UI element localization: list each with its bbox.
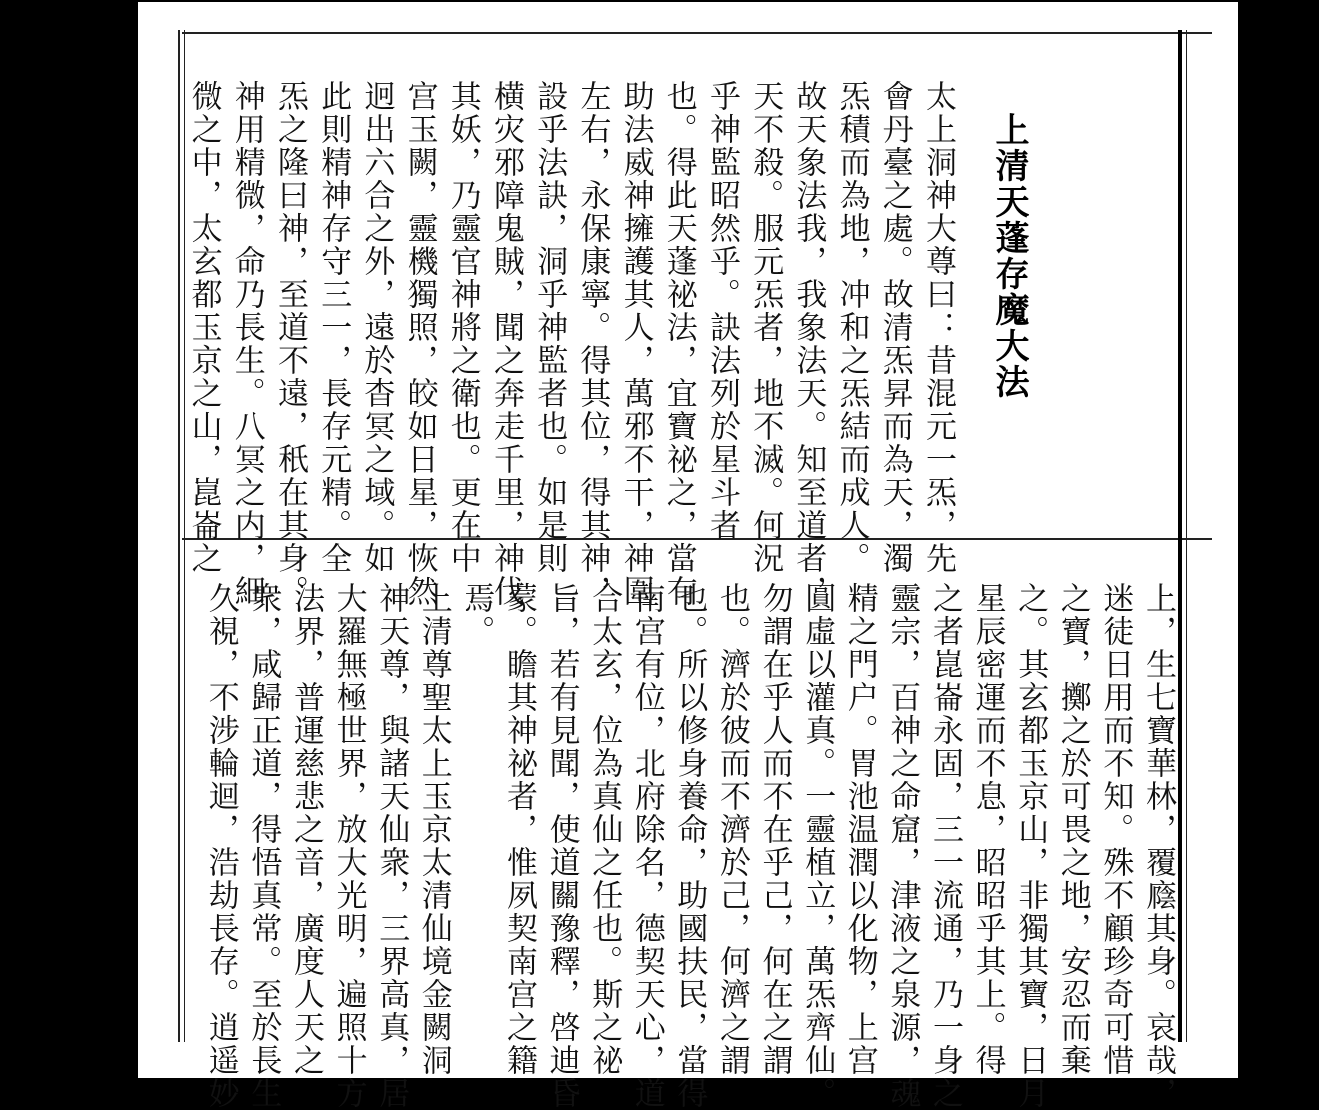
text-column: 迥出六合之外，遠於杳冥之域。如	[358, 80, 395, 575]
text-column: 上，生七寶華林，覆廕其身。哀哉，	[1140, 582, 1176, 1110]
text-column: 之。其玄都玉京山，非獨其寶，日月	[1012, 582, 1049, 1110]
text-column: 此則精神存守三一，長存元精。全	[315, 80, 352, 575]
text-column: 法界，普運慈悲之音，廣度人天之	[288, 582, 324, 1077]
text-column: 勿謂在乎人而不在乎己，何在之謂	[756, 582, 793, 1077]
right-border-inner	[1186, 30, 1187, 1042]
text-column: 星辰密運而不息，昭昭乎其上。得	[969, 582, 1006, 1077]
text-column: 設乎法訣，洞乎神監者也。如是則	[531, 80, 568, 575]
text-column: 其妖，乃靈官神將之衛也。更在中	[444, 80, 481, 575]
text-column: 乎神監昭然乎。訣法列於星斗者	[704, 80, 740, 542]
left-border	[178, 30, 180, 1042]
text-column: 微之中，太玄都玉京之山，崑崙之	[185, 80, 222, 575]
text-column: 炁之隆曰神，至道不遠，秖在其身。	[272, 80, 308, 608]
text-column: 神用精微，命乃長生。八冥之内，細	[228, 80, 265, 608]
text-column: 炁積而為地，冲和之炁結而成人。	[833, 80, 870, 575]
text-column: 也。濟於彼而不濟於己，何濟之謂	[714, 582, 750, 1077]
text-column: 上清尊聖太上玉京太清仙境金闕洞	[415, 582, 452, 1077]
text-column: 横灾邪障鬼賊，聞之奔走千里，神伐	[488, 80, 524, 608]
document-title: 上清天蓬存魔大法	[989, 112, 1029, 400]
text-column: 之寶，擲之於可畏之地，安忍而棄	[1054, 582, 1091, 1077]
text-column: 南宫有位，北府除名，德契天心，道	[628, 582, 665, 1110]
text-column: 助法威神擁護其人，萬邪不干，神圍	[617, 80, 654, 608]
text-column: 宫玉闕，靈機獨照，皎如日星，恢然	[401, 80, 438, 608]
text-column: 旨，若有見聞，使道關豫釋，啓迪昏	[543, 582, 580, 1110]
text-column: 衆，咸歸正道，得悟真常。至於長生	[245, 582, 282, 1110]
right-border	[1178, 30, 1182, 1042]
text-column: 迷徒日用而不知。殊不顧珍奇可惜	[1097, 582, 1134, 1077]
text-column: 也。得此天蓬祕法，宜寶祕之，當有	[660, 80, 697, 608]
scanned-page	[138, 2, 1238, 1110]
text-column: 圓虛以灌真。一靈植立，萬炁齊仙。	[799, 582, 836, 1110]
text-column: 神天尊，與諸天仙衆，三界高真，居	[373, 582, 410, 1110]
text-column: 蒙。瞻其神祕者，惟夙契南宫之籍	[501, 582, 537, 1077]
text-column: 之者崑崙永固，三一流通，乃一身之	[927, 582, 963, 1110]
text-column: 太上洞神大尊曰：昔混元一炁，先	[920, 80, 956, 575]
text-column: 焉。	[458, 582, 495, 648]
text-column: 合太玄，位為真仙之任也。斯之祕	[586, 582, 623, 1077]
text-column: 久視，不涉輪迴，浩劫長存。逍遥妙	[202, 582, 239, 1110]
text-column: 也。所以修身養命，助國扶民，當得	[671, 582, 708, 1110]
text-column: 故天象法我，我象法天。知至道者，	[790, 80, 827, 608]
text-column: 大羅無極世界，放大光明，遍照十方	[330, 582, 367, 1110]
text-column: 左右，永保康寧。得其位，得其神，	[574, 80, 611, 608]
text-column: 會丹臺之處。故清炁昇而為天，濁	[876, 80, 913, 575]
text-column: 精之門户。胃池温潤以化物，上宫	[841, 582, 878, 1077]
top-rule	[182, 32, 1212, 34]
text-column: 靈宗，百神之命窟，津液之泉源，魂	[884, 582, 921, 1110]
text-column: 天不殺。服元炁者，地不滅。何況	[747, 80, 784, 575]
